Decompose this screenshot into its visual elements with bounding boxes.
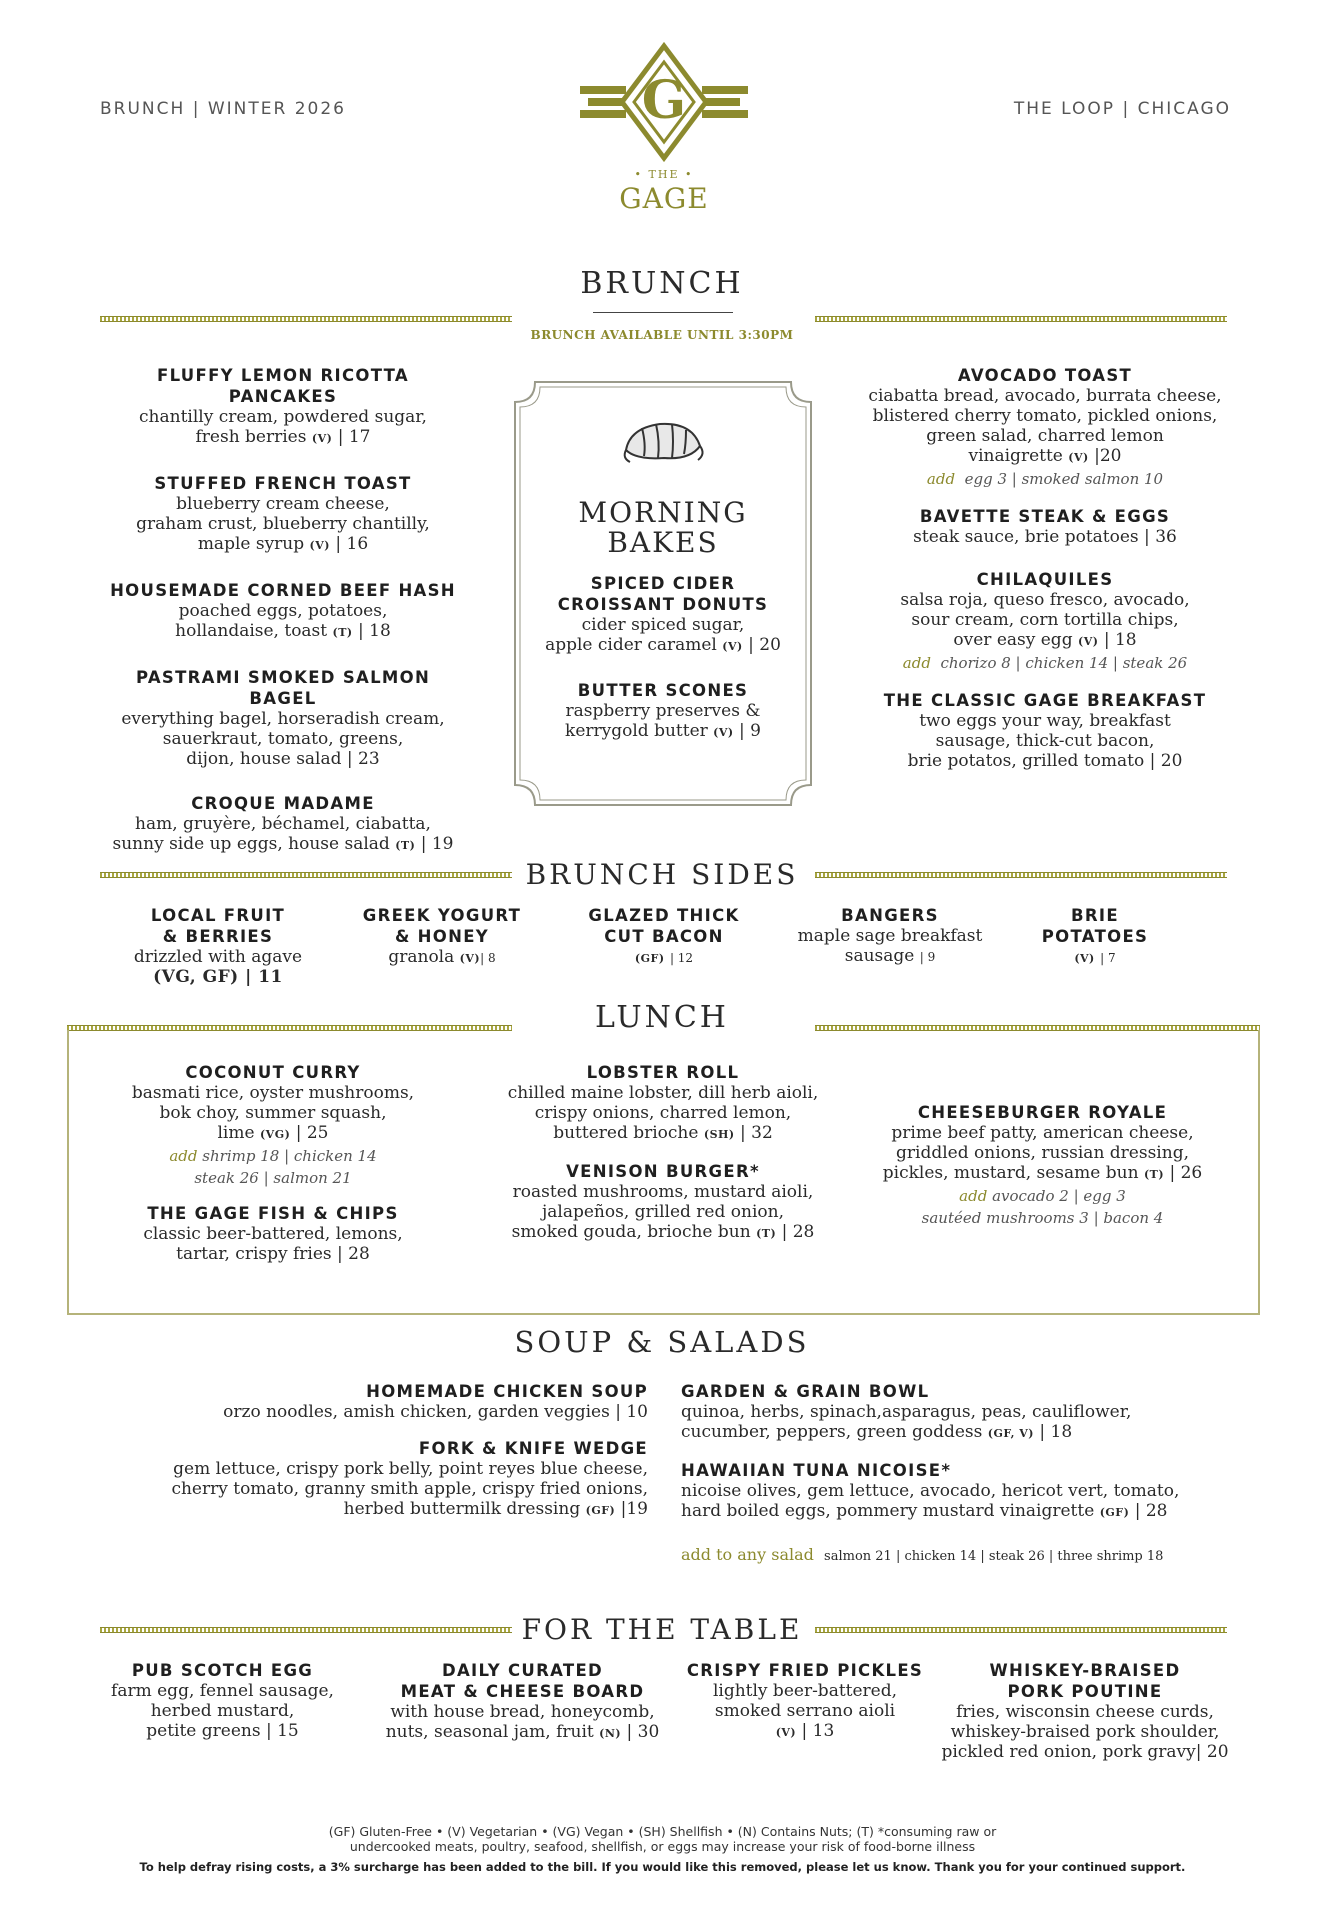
menu-item (513, 573, 813, 657)
item-desc: sour cream, corn tortilla chips, (911, 610, 1179, 630)
item-desc: chantilly cream, powdered sugar, (139, 407, 427, 427)
item-addons (860, 468, 1230, 490)
item-name: GREEK YOGURT (362, 906, 522, 925)
item-desc (100, 621, 466, 643)
item-desc: ham, gruyère, béchamel, ciabatta, (135, 814, 431, 834)
dietary-tag: (T) (332, 626, 353, 639)
menu-item (860, 365, 1230, 490)
item-name: WHISKEY-BRAISED (989, 1661, 1181, 1680)
item-desc-text: hard boiled eggs, pommery mustard vinaigrette (681, 1501, 1095, 1521)
menu-item (100, 1381, 648, 1422)
dietary-tag: (SH) (703, 1128, 735, 1141)
lunch-column-1 (118, 1062, 428, 1264)
dietary-tag: (GF) (634, 952, 665, 965)
item-desc: everything bagel, horseradish cream, (121, 709, 445, 729)
item-name: VENISON BURGER* (566, 1162, 760, 1181)
item-desc-text: apple cider caramel (545, 635, 717, 655)
item-desc: steak sauce, brie potatoes | 36 (913, 527, 1177, 547)
item-name: LOCAL FRUIT (150, 906, 286, 925)
item-desc: two eggs your way, breakfast (919, 711, 1171, 731)
menu-item (860, 690, 1230, 771)
item-desc: fries, wisconsin cheese curds, (956, 1702, 1214, 1722)
side-item (1000, 905, 1190, 969)
soups-title: SOUP & SALADS (514, 1325, 810, 1359)
menu-item (100, 473, 466, 556)
dietary-tag: (GF) (585, 1504, 616, 1517)
item-desc: cider spiced sugar, (581, 615, 745, 635)
item-price: (VG, GF) | 11 (153, 967, 283, 987)
item-desc (118, 1123, 428, 1145)
item-desc: roasted mushrooms, mustard aioli, (512, 1182, 814, 1202)
item-desc (336, 947, 548, 969)
menu-item (681, 1460, 1229, 1523)
item-name: BAVETTE STEAK & EGGS (919, 507, 1171, 526)
item-desc: bok choy, summer squash, (159, 1103, 387, 1123)
salad-addons (681, 1545, 1229, 1564)
item-desc: basmati rice, oyster mushrooms, (131, 1083, 415, 1103)
footer-legend (60, 1824, 1265, 1854)
dietary-tag: (V) (311, 432, 333, 445)
item-name: PORK POUTINE (1007, 1682, 1163, 1701)
item-desc: prime beef patty, american cheese, (891, 1123, 1194, 1143)
item-name: FLUFFY LEMON RICOTTA PANCAKES (157, 366, 409, 406)
lunch-title: LUNCH (595, 1000, 729, 1035)
menu-item (100, 580, 466, 643)
item-price: |20 (1094, 446, 1122, 466)
item-price: | 9 (919, 950, 936, 964)
item-desc (681, 1501, 1229, 1523)
addon-text: egg 3 | smoked salmon 10 (964, 470, 1164, 488)
dietary-tag: (N) (599, 1727, 622, 1740)
item-price: | 16 (335, 534, 369, 554)
item-price: | 20 (748, 635, 781, 655)
brunch-availability: BRUNCH AVAILABLE UNTIL 3:30PM (530, 328, 794, 342)
dietary-tag: (V) (713, 726, 734, 739)
morning-bakes-list (513, 573, 813, 743)
item-desc: poached eggs, potatoes, (178, 601, 388, 621)
item-name: FORK & KNIFE WEDGE (418, 1439, 648, 1458)
item-desc (681, 1422, 1229, 1444)
addon-label: add (902, 654, 931, 672)
item-desc: lightly beer-battered, (712, 1681, 898, 1701)
croissant-icon (620, 414, 706, 470)
item-desc: blueberry cream cheese, (176, 494, 390, 514)
item-desc: petite greens | 15 (146, 1721, 299, 1741)
item-desc-text: kerrygold butter (565, 721, 708, 741)
table-item (385, 1660, 660, 1744)
menu-item (870, 1102, 1215, 1229)
dietary-tag: (T) (1143, 1168, 1165, 1181)
item-desc-text: herbed buttermilk dressing (343, 1499, 581, 1519)
item-desc (483, 1222, 843, 1244)
side-item (548, 905, 780, 969)
item-desc: nicoise olives, gem lettuce, avocado, hericot vert, tomato, (681, 1481, 1180, 1501)
item-desc: cherry tomato, granny smith apple, crispy fried onions, (171, 1479, 648, 1499)
item-name: BANGERS (841, 906, 939, 925)
item-name: CUT BACON (604, 927, 724, 946)
item-name: CROQUE MADAME (191, 794, 375, 813)
item-desc: drizzled with agave (133, 947, 303, 967)
dietary-tag: (T) (756, 1227, 777, 1240)
item-addons (118, 1145, 428, 1167)
dietary-tag: (V) (1068, 451, 1089, 464)
side-item (100, 905, 336, 987)
item-name: THE CLASSIC GAGE BREAKFAST (883, 691, 1207, 710)
item-desc: crispy onions, charred lemon, (534, 1103, 792, 1123)
brunch-right-column (860, 365, 1230, 771)
item-name: CHILAQUILES (976, 570, 1114, 589)
item-desc: pickled red onion, pork gravy| 20 (941, 1742, 1229, 1762)
addon-text-line2: sautéed mushrooms 3 | bacon 4 (921, 1209, 1164, 1227)
table-item (935, 1660, 1235, 1762)
menu-item (483, 1161, 843, 1244)
item-desc: whiskey-braised pork shoulder, (950, 1722, 1220, 1742)
item-price: | 19 (420, 834, 454, 854)
menu-item (860, 569, 1230, 674)
item-desc: with house bread, honeycomb, (390, 1702, 655, 1722)
item-name: MEAT & CHEESE BOARD (400, 1682, 645, 1701)
brunch-title: BRUNCH (580, 266, 744, 301)
item-desc: green salad, charred lemon (926, 426, 1164, 446)
brunch-left-column (100, 365, 466, 856)
item-desc (100, 427, 466, 449)
item-desc: gem lettuce, crispy pork belly, point reyes blue cheese, (173, 1459, 648, 1479)
morning-bakes-title (513, 498, 813, 558)
item-price: | 17 (337, 427, 371, 447)
item-price: | 28 (781, 1222, 815, 1242)
item-name: HOUSEMADE CORNED BEEF HASH (110, 581, 456, 600)
sides-rule-left (100, 872, 512, 878)
item-desc (100, 1499, 648, 1521)
menu-item (681, 1381, 1229, 1444)
item-name: THE GAGE FISH & CHIPS (147, 1204, 399, 1223)
item-desc: graham crust, blueberry chantilly, (136, 514, 430, 534)
item-desc: salsa roja, queso fresco, avocado, (900, 590, 1190, 610)
item-name: AVOCADO TOAST (957, 366, 1133, 385)
item-desc-text: nuts, seasonal jam, fruit (385, 1722, 594, 1742)
item-name: PUB SCOTCH EGG (131, 1661, 314, 1680)
table-item (680, 1660, 930, 1743)
item-desc-text: granola (388, 947, 455, 967)
item-desc: ciabatta bread, avocado, burrata cheese, (868, 386, 1222, 406)
item-desc: tartar, crispy fries | 28 (176, 1244, 370, 1264)
item-name: LOBSTER ROLL (586, 1063, 740, 1082)
item-desc-text: sunny side up eggs, house salad (112, 834, 390, 854)
item-name: POTATOES (1041, 927, 1149, 946)
item-price: | 8 (480, 951, 496, 965)
item-desc (680, 1721, 930, 1743)
menu-item (100, 365, 466, 449)
item-price: |19 (620, 1499, 648, 1519)
dietary-tag: (V) (775, 1726, 797, 1739)
item-desc: maple sage breakfast (797, 926, 983, 946)
side-item (336, 905, 548, 969)
item-desc: sauerkraut, tomato, greens, (162, 729, 404, 749)
item-desc (870, 1163, 1215, 1185)
menu-item (483, 1062, 843, 1145)
item-price: | 9 (739, 721, 761, 741)
soups-right-column (681, 1381, 1229, 1564)
item-desc: dijon, house salad | 23 (186, 749, 380, 769)
menu-item (513, 680, 813, 743)
brunch-rule-right (815, 316, 1227, 322)
menu-item (100, 667, 466, 769)
item-name: BUTTER SCONES (577, 681, 749, 700)
item-desc: brie potatos, grilled tomato | 20 (907, 751, 1183, 771)
menu-item (100, 1438, 648, 1521)
item-desc-text: pickles, mustard, sesame bun (882, 1163, 1139, 1183)
sides-list (100, 905, 1227, 1005)
item-desc: sausage, thick-cut bacon, (935, 731, 1155, 751)
logo-the: • THE • (634, 168, 694, 181)
morning-bakes-title-line2: BAKES (607, 526, 719, 559)
addon-label: add (169, 1147, 198, 1165)
item-price: | 18 (1103, 630, 1137, 650)
item-desc (100, 834, 466, 856)
item-name: CHEESEBURGER ROYALE (917, 1103, 1168, 1122)
item-desc (548, 947, 780, 969)
item-price: | 18 (1039, 1422, 1073, 1442)
item-name: GARDEN & GRAIN BOWL (681, 1382, 930, 1401)
sides-rule-right (815, 872, 1227, 878)
item-price: | 18 (358, 621, 391, 641)
dietary-tag: (V) (722, 640, 743, 653)
item-desc-text: sausage (844, 946, 915, 966)
item-desc-text: vinaigrette (968, 446, 1063, 466)
item-price: | 12 (669, 951, 694, 965)
item-name: HAWAIIAN TUNA NICOISE* (681, 1461, 952, 1480)
addon-label: add (926, 470, 956, 488)
item-desc-text: smoked gouda, brioche bun (511, 1222, 751, 1242)
item-desc (860, 446, 1230, 468)
item-desc: jalapeños, grilled red onion, (542, 1202, 784, 1222)
item-desc: blistered cherry tomato, pickled onions, (872, 406, 1218, 426)
dietary-tag: (T) (395, 839, 416, 852)
sides-title: BRUNCH SIDES (525, 858, 799, 891)
item-desc: raspberry preserves & (565, 701, 761, 721)
gage-logo (578, 40, 750, 220)
table-rule-left (100, 1627, 512, 1633)
item-desc-text: over easy egg (953, 630, 1073, 650)
addon-text: chorizo 8 | chicken 14 | steak 26 (940, 654, 1188, 672)
addon-text: avocado 2 | egg 3 (992, 1187, 1126, 1205)
item-desc (385, 1722, 660, 1744)
item-name: STUFFED FRENCH TOAST (154, 474, 412, 493)
brunch-title-underline (593, 312, 733, 313)
menu-item (860, 506, 1230, 547)
menu-edition-label: BRUNCH | WINTER 2026 (100, 99, 346, 119)
dietary-tag: (V) (1077, 635, 1099, 648)
menu-item (118, 1203, 428, 1264)
item-price: | 13 (801, 1721, 835, 1741)
item-name: & HONEY (394, 927, 490, 946)
item-name: COCONUT CURRY (185, 1063, 361, 1082)
soups-left-column (100, 1381, 648, 1521)
item-price: | 25 (295, 1123, 329, 1143)
addon-label: add (959, 1187, 988, 1205)
table-title: FOR THE TABLE (521, 1613, 803, 1646)
item-name: BRIE (1071, 906, 1119, 925)
addon-text-line2: steak 26 | salmon 21 (194, 1169, 352, 1187)
footer-legend-line2: undercooked meats, poultry, seafood, shellfish, or eggs may increase your risk of food-borne illness (349, 1839, 976, 1854)
dietary-tag: (V) (309, 539, 330, 552)
addon-label: add to any salad (681, 1545, 814, 1564)
logo-monogram: G (641, 70, 687, 131)
item-name: PASTRAMI SMOKED SALMON BAGEL (135, 668, 431, 708)
table-list (100, 1660, 1240, 1780)
dietary-tag: (V) (459, 952, 481, 965)
item-name: SPICED CIDER (590, 574, 736, 593)
menu-item (118, 1062, 428, 1189)
item-name: DAILY CURATED (441, 1661, 604, 1680)
item-desc (860, 630, 1230, 652)
item-desc (1000, 947, 1190, 969)
item-desc (513, 721, 813, 743)
table-rule-right (815, 1627, 1227, 1633)
addon-text: salmon 21 | chicken 14 | steak 26 | three shrimp 18 (824, 1549, 1164, 1564)
item-name: GLAZED THICK (588, 906, 740, 925)
item-name: CRISPY FRIED PICKLES (686, 1661, 924, 1680)
dietary-tag: (GF, V) (987, 1427, 1034, 1440)
item-price: | 28 (1134, 1501, 1168, 1521)
item-desc-text: buttered brioche (553, 1123, 699, 1143)
side-item (780, 905, 1000, 967)
item-desc (780, 946, 1000, 967)
item-desc: smoked serrano aioli (714, 1701, 896, 1721)
footer-surcharge: To help defray rising costs, a 3% surcharge has been added to the bill. If you would like this removed, please let us know. Thank you for your continued support. (139, 1860, 1186, 1874)
item-price: | 30 (626, 1722, 660, 1742)
addon-text: shrimp 18 | chicken 14 (202, 1147, 377, 1165)
item-desc-text: cucumber, peppers, green goddess (681, 1422, 983, 1442)
item-desc: griddled onions, russian dressing, (896, 1143, 1189, 1163)
item-name: & BERRIES (162, 927, 274, 946)
item-addons (860, 652, 1230, 674)
item-name: CROISSANT DONUTS (557, 595, 769, 614)
item-price: | 26 (1169, 1163, 1203, 1183)
dietary-tag: (V) (1074, 952, 1095, 965)
table-item (100, 1660, 345, 1741)
item-desc-text: lime (217, 1123, 255, 1143)
item-desc: herbed mustard, (150, 1701, 295, 1721)
item-desc (100, 534, 466, 556)
morning-bakes-title-line1: MORNING (578, 496, 748, 529)
item-desc-text: maple syrup (197, 534, 305, 554)
menu-item (100, 793, 466, 856)
lunch-column-3 (870, 1102, 1215, 1229)
dietary-tag: (GF) (1099, 1506, 1130, 1519)
footer-legend-line1: (GF) Gluten-Free • (V) Vegetarian • (VG) Vegan • (SH) Shellfish • (N) Contains Nuts; (T) *consuming raw or (328, 1824, 997, 1839)
item-name: HOMEMADE CHICKEN SOUP (366, 1382, 648, 1401)
dietary-tag: (VG) (259, 1128, 291, 1141)
item-desc-text: fresh berries (195, 427, 307, 447)
item-desc: chilled maine lobster, dill herb aioli, (507, 1083, 819, 1103)
item-price: | 7 (1100, 951, 1116, 965)
location-label: THE LOOP | CHICAGO (1013, 99, 1231, 119)
logo-name: GAGE (619, 182, 709, 215)
item-addons (870, 1185, 1215, 1207)
item-desc: farm egg, fennel sausage, (111, 1681, 334, 1701)
item-desc (483, 1123, 843, 1145)
item-price: | 32 (740, 1123, 773, 1143)
brunch-rule-left (100, 316, 512, 322)
item-desc: classic beer-battered, lemons, (143, 1224, 403, 1244)
item-desc: orzo noodles, amish chicken, garden veggies | 10 (223, 1402, 648, 1422)
item-desc: quinoa, herbs, spinach,asparagus, peas, cauliflower, (681, 1402, 1132, 1422)
item-desc (513, 635, 813, 657)
lunch-column-2 (483, 1062, 843, 1244)
item-desc-text: hollandaise, toast (175, 621, 328, 641)
